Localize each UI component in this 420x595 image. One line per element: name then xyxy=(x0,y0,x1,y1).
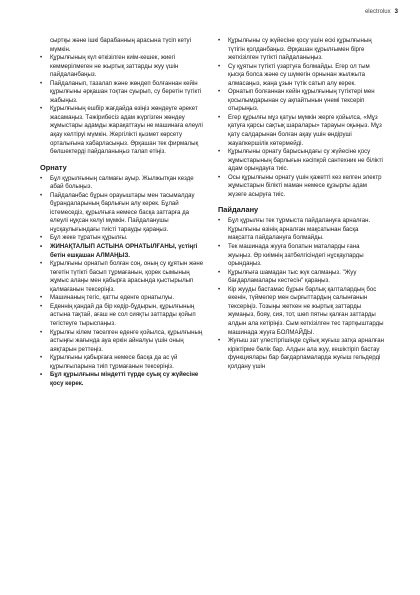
list-item: • Су құятын түтікті үзартуға болмайды. Егер ол тым қысқа болса және су шүмегін орнынан жылжыта алмасаңыз, жаңа ұзын түтік сатып алу керек. xyxy=(218,63,384,89)
list-item: • Бұл құрылғының салмағы ауыр. Жылжытқан кезде абай болыңыз. xyxy=(40,175,206,192)
list-item: сыртқы және ішкі барабанның арасына түсіп кетуі мүмкін. xyxy=(50,37,191,53)
list-item: • Осы құрылғыны орнату үшін қажетті кез келген электр жұмыстарын білікті маман немесе құзырлы адам жүзеге асыруға тиіс. xyxy=(218,174,384,200)
list-item: • Құрылғының ешбір жағдайда өзіңіз жөндеуге әрекет жасамаңыз. Тәжірибесіз адам жүргізген жөндеу жұмыстары адамды жарақаттауы не машинаға елеулі ақау келтіруі мүмкін. Жергілікті қызмет көрсету орталығына хабарласыңыз. Әрқашан тек фирмалық бөлшектерді пайдаланыңыз талап етіңіз. xyxy=(40,105,206,156)
safety-list xyxy=(40,37,206,157)
list-item: • Еденнің қандай да бір кедір-бұдырын, құрылғының астына тақтай, ағаш не сол сияқты заттарды қойып тегістеуге тырыспаңыз. xyxy=(40,303,206,329)
list-item-warning: • ЖИНАҚТАЛЫП АСТЫНА ОРНАТЫЛҒАНЫ, үстіңгі бетін ешқашан АЛМАҢЫЗ. xyxy=(40,243,206,260)
list-item: • Құрылғыны қабырғаға немесе басқа да ас үй құрылғыларына тиіп тұрмағанын тексеріңіз. xyxy=(40,354,206,371)
list-item: • Тек машинада жууға болатын маталарды ғана жуыңыз. Әр киімнің затбелгісіндегі нұсқауларды орындаңыз. xyxy=(218,243,384,269)
list-item: • Егер құрылғы мұз қатуы мүмкін жерге қойылса, «Мұз қатуға қарсы сақтық шаралары» тарауын оқыңыз. Мұз қату салдарынан болған ақау үшін өндіруші жауапкершілік көтермейді. xyxy=(218,114,384,148)
list-item: • Жуғыш зат үлестіргішінде сұйық жуғыш затқа арналған кіріктірме бөлік бар. Алдын ала жуу, кешіктіріп бастау функциялары бар бағдарламаларда жуғыш гельдерді қолдану үшін xyxy=(218,337,384,371)
use-list xyxy=(218,217,384,371)
section-heading-install: Орнату xyxy=(40,162,67,172)
list-item: • Кір жууды бастамас бұрын барлық қалталардың бос екенін, түймелер мен сырғыттардың салынғанын тексеріңіз. Тозыңы жеткен не жыртық заттарды жумаңыз, бояу, сия, тот, шөп пятны қалған заттарды алдын ала кетіріңіз. Сым кеткізілген тес тартқыштарды машинада жууға БОЛМАЙДЫ. xyxy=(218,286,384,337)
list-item: • Пайдаланбас бұрын орауыштары мен тасымалдау бұрандаларының барлығын алу керек. Бұлай істемеседіз, құрылғыға немесе басқа заттарға да елеулі нұқсан келуі мүмкін. Пайдаланушы нұсқаулығындағы тиісті тарауды қараңыз. xyxy=(40,192,206,235)
list-item: • Орнатып болғаннан кейін құрылғының түтіктері мен қосылымдарынан су ақпайтынын үнемі тексеріп отырыңыз. xyxy=(218,88,384,114)
page-header xyxy=(365,9,398,15)
right-column xyxy=(218,37,384,371)
list-item: • Бұл жеке тұратын құрылғы. xyxy=(40,234,206,243)
list-item: • Құрылғыны орнатып болған соң, оның су құятын және төгетін түтікті басып тұрмағанын, қорек сымының жұмыс алаңы мен қабырға арасында қыстырылып қалмағанын тексеріңіз. xyxy=(40,260,206,294)
section-heading-use: Пайдалану xyxy=(218,205,259,215)
list-item: • Пайдаланып, тазалап және жөндеп болғаннан кейін құрылғыны әрқашан тоқтан суырып, су беретін түтікті жабыңыз. xyxy=(40,80,206,106)
list-item: • Құрылғы кілем төселген еденге қойылса, құрылғының астыңғы жағында ауа еркін айналуы үшін оның аяқтарын реттеңіз. xyxy=(40,329,206,355)
list-item: • Машинаның тегіс, қатты еденге орнатылуы. xyxy=(40,294,206,303)
install-list xyxy=(40,175,206,389)
list-item: • Құрылғыға шамадан тыс жүк салмаңыз. "Жуу бағдарламалары кестесін" қараңыз. xyxy=(218,269,384,286)
install-list-continued xyxy=(218,37,384,199)
list-item-warning: • Бұл құрылғыны міндетті түрде суық су жүйесіне қосу керек. xyxy=(40,371,206,388)
page-number: 3 xyxy=(394,9,398,15)
list-item: • Бұл құрылғы тек тұрмыста пайдалануға арналған. Құрылғыны өзінің арналған мақсатынан басқа мақсатта пайдалануға болмайды. xyxy=(218,217,384,243)
left-column xyxy=(40,37,206,388)
list-item: • Құрылғыны су жүйесіне қосу үшін ескі құрылғының түтігін қолданбаңыз. Әрқашан құрылғымен бірге жеткізілген түтікті пайдаланыңыз. xyxy=(218,37,384,63)
list-item: • Құрылғыны орнату барысындағы су жүйесіне қосу жұмыстарының барлығын кәсіпқой сантехник не білікті адам орындауға тиіс. xyxy=(218,148,384,174)
list-item: • Құрылғының күл өткізілген киім-кешек, жиегі кеммерілмеген не жыртық заттарды жуу үшін пайдаланбаңыз. xyxy=(40,54,206,80)
brand-name: electrolux xyxy=(364,9,391,15)
